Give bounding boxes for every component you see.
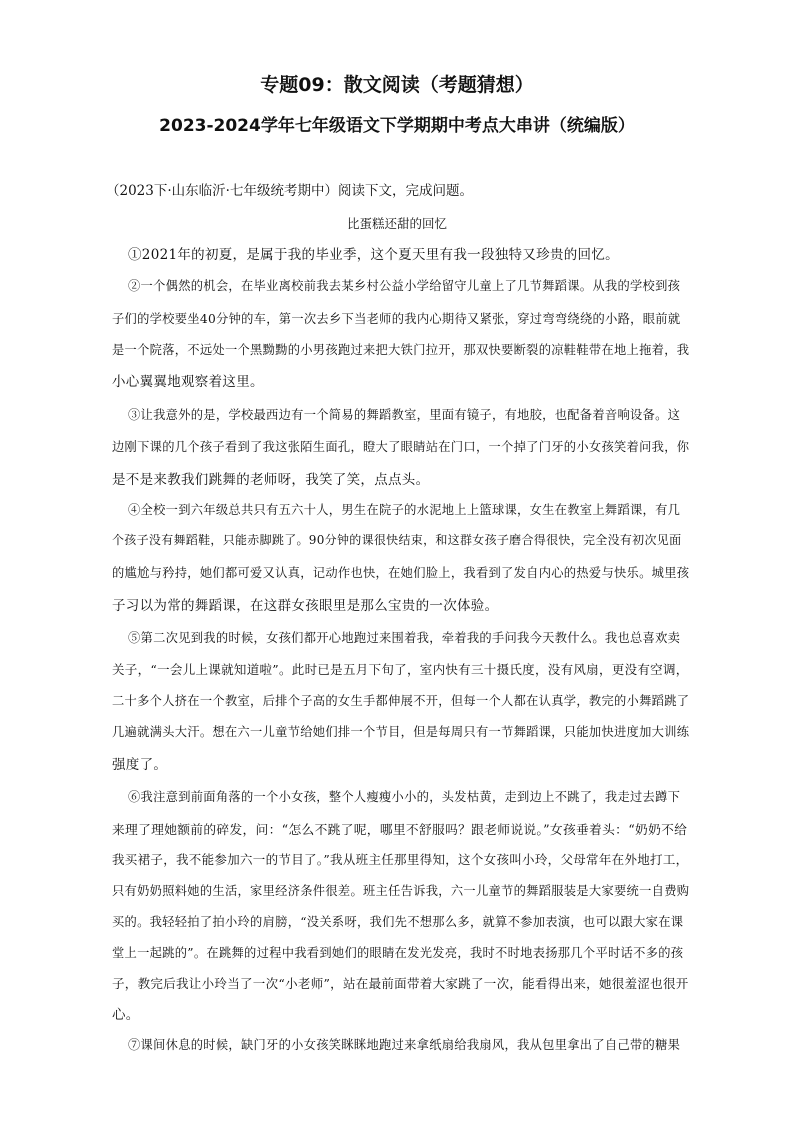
- paragraph-line: 来理了理她额前的碎发，问：“怎么不跳了呢，哪里不舒服吗？跟老师说说。”女孩垂着头：“奶奶不给: [112, 823, 688, 838]
- paragraph-line: 几遍就满头大汗。想在六一儿童节给她们排一个节目，但是每周只有一节舞蹈课，只能加快进度加大训练: [112, 725, 690, 739]
- paragraph-line: 是一个院落，不远处一个黑黝黝的小男孩跑过来把大铁门拉开，那双快要断裂的凉鞋鞋带在地上拖着，我: [112, 343, 690, 357]
- paragraph-line: 是不是来教我们跳舞的老师呀，我笑了笑，点点头。: [112, 472, 430, 488]
- paragraph-line: 心。: [112, 1007, 140, 1023]
- paragraph-line: 的尴尬与矜持，她们都可爱又认真，记动作也快，在她们脸上，我看到了发自内心的热爱与快乐。城里孩: [112, 566, 690, 580]
- question-source: （2023下·山东临沂·七年级统考期中）阅读下文，完成问题。: [106, 183, 473, 199]
- paragraph-line: ②一个偶然的机会，在毕业离校前我去某乡村公益小学给留守儿童上了几节舞蹈课。从我的学校到孩: [128, 279, 681, 293]
- paragraph-line: ⑤第二次见到我的时候，女孩们都开心地跑过来围着我，牵着我的手问我今天教什么。我也总喜欢卖: [128, 631, 681, 645]
- paragraph-line: ⑦课间休息的时候，缺门牙的小女孩笑眯眯地跑过来拿纸扇给我扇风，我从包里拿出了自己带的糖果: [128, 1038, 681, 1052]
- paragraph-line: ④全校一到六年级总共只有五六十人，男生在院子的水泥地上上篮球课，女生在教室上舞蹈课，有几: [128, 503, 681, 517]
- paragraph-line: 堂上一起跳的”。在跳舞的过程中我看到她们的眼睛在发光发亮，我时不时地表扬那几个平时话不多的孩: [112, 946, 684, 960]
- paragraph-line: 买的。我轻轻拍了拍小玲的肩膀，“没关系呀，我们先不想那么多，就算不参加表演，也可以跟大家在课: [112, 915, 684, 929]
- paragraph-line: 只有奶奶照料她的生活，家里经济条件很差。班主任告诉我，六一儿童节的舞蹈服装是大家要统一自费购: [112, 884, 690, 898]
- paragraph-line: 二十多个人挤在一个教室，后排个子高的女生手都伸展不开，但每一个人都在认真学，教完的小舞蹈跳了: [112, 694, 690, 708]
- paragraph-line: 关子，“一会儿上课就知道啦”。此时已是五月下旬了，室内快有三十摄氏度，没有风扇，更没有空调，: [112, 662, 689, 677]
- paragraph-line: 小心翼翼地观察着这里。: [112, 374, 264, 390]
- paragraph-line: 个孩子没有舞蹈鞋，只能赤脚跳了。90分钟的课很快结束，和这群女孩子磨合得很快，完全没有初次见面: [112, 533, 682, 547]
- paragraph-line: 强度了。: [112, 757, 168, 773]
- paragraph-line: 边刚下课的几个孩子看到了我这张陌生面孔，瞪大了眼睛站在门口，一个掉了门牙的小女孩笑着问我，你: [112, 440, 690, 454]
- paragraph-line: 我买裙子，我不能参加六一的节目了。”我从班主任那里得知，这个女孩叫小玲，父母常年在外地打工，: [112, 852, 689, 867]
- document-subtitle: 2023-2024学年七年级语文下学期期中考点大串讲（统编版）: [159, 116, 635, 136]
- paragraph-line: ③让我意外的是，学校最西边有一个简易的舞蹈教室，里面有镜子，有地胶，也配备着音响设备。这: [128, 408, 681, 422]
- paragraph-line: ①2021年的初夏，是属于我的毕业季，这个夏天里有我一段独特又珍贵的回忆。: [128, 247, 619, 263]
- essay-title: 比蛋糕还甜的回忆: [346, 216, 447, 231]
- paragraph-line: ⑥我注意到前面角落的一个小女孩，整个人瘦瘦小小的，头发枯黄，走到边上不跳了，我走过去蹲下: [128, 790, 681, 804]
- paragraph-line: 子，教完后我让小玲当了一次“小老师”，站在最前面带着大家跳了一次，能看得出来，她很羞涩也很开: [112, 976, 689, 991]
- paragraph-line: 子们的学校要坐40分钟的车，第一次去乡下当老师的我内心期待又紧张，穿过弯弯绕绕的小路，眼前就: [112, 312, 681, 326]
- document-title: 专题09：散文阅读（考题猜想）: [260, 74, 534, 96]
- paragraph-line: 子习以为常的舞蹈课，在这群女孩眼里是那么宝贵的一次体验。: [112, 598, 499, 614]
